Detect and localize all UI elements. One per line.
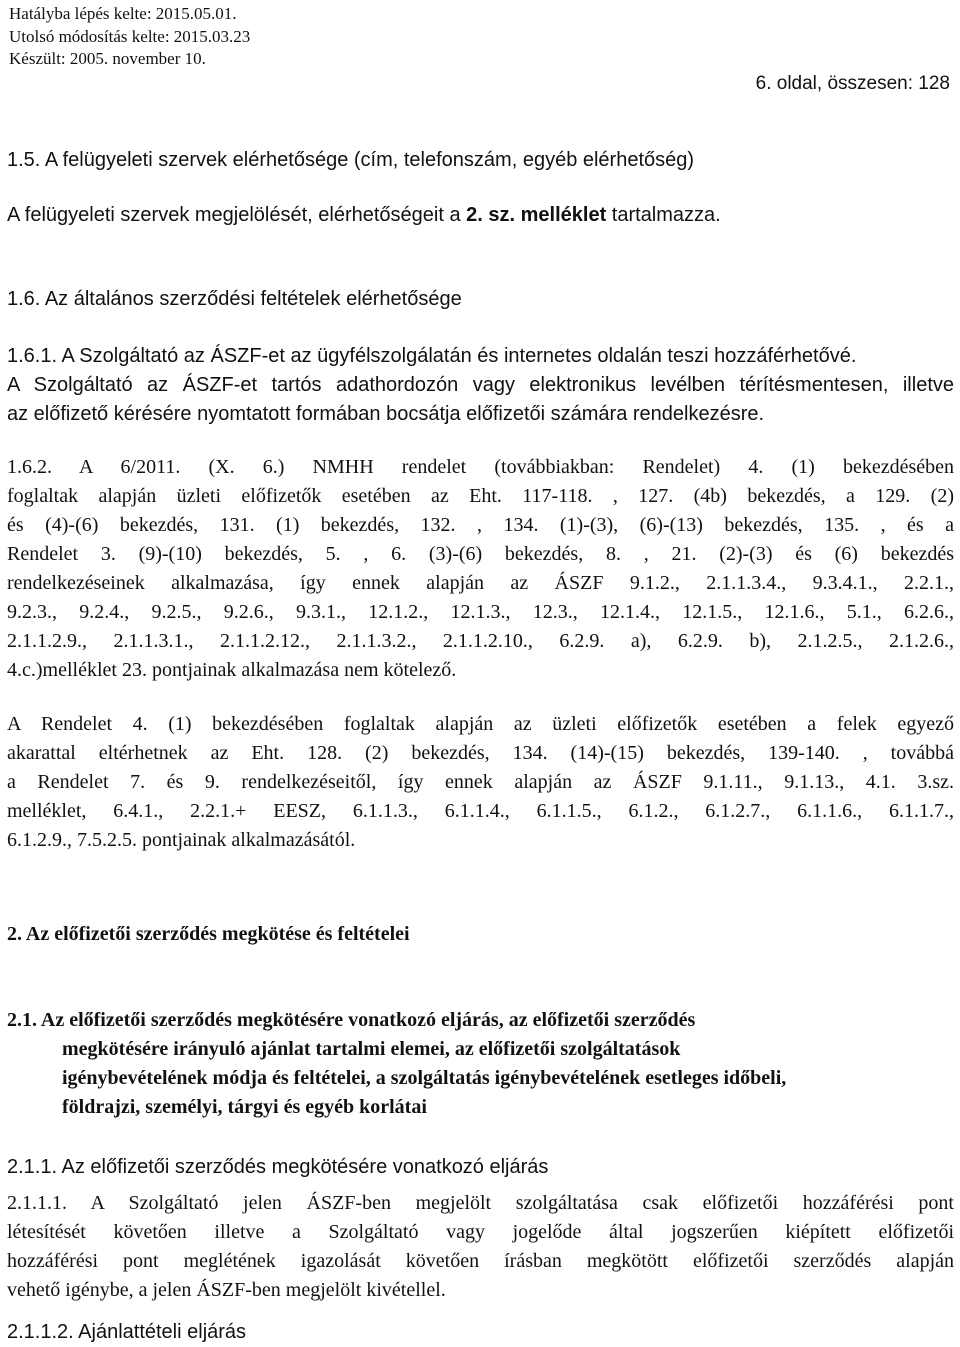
text-line: létesítését követően illetve a Szolgáltató vagy jogelőde által jogszerűen kiépített előfizetői [7, 1221, 954, 1243]
heading-line: igénybevételének módja és feltételei, a szolgáltatás igénybevételének esetleges időbeli, [62, 1067, 787, 1089]
text-line: vehető igénybe, a jelen ÁSZF-ben megjelölt kivétellel. [7, 1279, 446, 1301]
text-part: A felügyeleti szervek megjelölését, elérhetőségeit a [7, 204, 467, 226]
section-1-5-text [7, 201, 954, 230]
text-line: a Rendelet 7. és 9. rendelkezéseitől, így ennek alapján az ÁSZF 9.1.11., 9.1.13., 4.1. 3.sz. [7, 771, 954, 793]
header-created: Készült: 2005. november 10. [9, 49, 206, 68]
text-line: 2.1.1.1. A Szolgáltató jelen ÁSZF-ben megjelölt szolgáltatása csak előfizetői hozzáférési pont [7, 1192, 954, 1214]
section-2-heading [7, 920, 954, 949]
text-line: Rendelet 3. (9)-(10) bekezdés, 5. , 6. (3)-(6) bekezdés, 8. , 21. (2)-(3) és (6) bekezdés [7, 543, 954, 565]
text-line: hozzáférési pont meglétének igazolását követően írásban megkötött előfizetői szerződés alapján [7, 1250, 954, 1272]
text-line: A Rendelet 4. (1) bekezdésében foglaltak alapján az üzleti előfizetők esetében a felek egyező [7, 713, 954, 735]
heading-line: megkötésére irányuló ajánlat tartalmi elemei, az előfizetői szolgáltatások [62, 1038, 681, 1060]
text-line: A Szolgáltató az ÁSZF-et tartós adathordozón vagy elektronikus levélben térítésmentesen, illetve [7, 374, 954, 396]
text-line: akarattal eltérhetnek az Eht. 128. (2) bekezdés, 134. (14)-(15) bekezdés, 139-140. , továbbá [7, 742, 954, 764]
section-rendelet-4 [7, 710, 954, 855]
section-2-1-1: 2.1.1. Az előfizetői szerződés megkötésére vonatkozó eljárás [7, 1156, 549, 1178]
header-last-modified: Utolsó módosítás kelte: 2015.03.23 [9, 27, 251, 46]
heading-line: 2.1. Az előfizetői szerződés megkötésére vonatkozó eljárás, az előfizetői szerződés [7, 1009, 696, 1031]
text-line: 1.6.2. A 6/2011. (X. 6.) NMHH rendelet (továbbiakban: Rendelet) 4. (1) bekezdésében [7, 456, 954, 478]
text-line: 6.1.2.9., 7.5.2.5. pontjainak alkalmazásától. [7, 829, 356, 851]
section-2-1-1-1 [7, 1189, 954, 1305]
text-line: rendelkezéseinek alkalmazása, így ennek alapján az ÁSZF 9.1.2., 2.1.1.3.4., 9.3.4.1., 2.2.1., [7, 572, 954, 594]
annex-reference: 2. sz. melléklet [466, 204, 607, 226]
text-line: és (4)-(6) bekezdés, 131. (1) bekezdés, 132. , 134. (1)-(3), (6)-(13) bekezdés, 135. , és a [7, 514, 954, 536]
section-1-5-heading: 1.5. A felügyeleti szervek elérhetősége (cím, telefonszám, egyéb elérhetőség) [7, 149, 695, 171]
text-line: 4.c.)melléklet 23. pontjainak alkalmazása nem kötelező. [7, 659, 457, 681]
text-line: az előfizető kérésére nyomtatott formában bocsátja előfizetői számára rendelkezésre. [7, 403, 765, 425]
header-effective-date: Hatályba lépés kelte: 2015.05.01. [9, 4, 237, 23]
text-line: 9.2.3., 9.2.4., 9.2.5., 9.2.6., 9.3.1., 12.1.2., 12.1.3., 12.3., 12.1.4., 12.1.5., 12.1.6., 5.1., 6.2.6., [7, 601, 954, 623]
section-1-6-1-cont [7, 371, 954, 429]
text-part: tartalmazza. [606, 204, 721, 226]
text-line: foglaltak alapján üzleti előfizetők esetében az Eht. 117-118. , 127. (4b) bekezdés, a 129. (2) [7, 485, 954, 507]
section-1-6-1: 1.6.1. A Szolgáltató az ÁSZF-et az ügyfélszolgálatán és internetes oldalán teszi hozzáférhetővé. [7, 345, 857, 367]
section-2-1-heading [7, 1006, 954, 1122]
heading-line: földrajzi, személyi, tárgyi és egyéb korlátai [62, 1096, 427, 1118]
section-2-1-1-2: 2.1.1.2. Ajánlattételi eljárás [7, 1321, 247, 1343]
section-1-6-heading: 1.6. Az általános szerződési feltételek elérhetősége [7, 288, 462, 310]
page-number: 6. oldal, összesen: 128 [755, 73, 950, 94]
heading-text: 2. Az előfizetői szerződés megkötése és feltételei [7, 923, 410, 945]
section-1-6-2 [7, 453, 954, 685]
text-line: 2.1.1.2.9., 2.1.1.3.1., 2.1.1.2.12., 2.1.1.3.2., 2.1.1.2.10., 6.2.9. a), 6.2.9. b), 2.1.2.5., 2.1.2.6., [7, 630, 954, 652]
text-line: melléklet, 6.4.1., 2.2.1.+ EESZ, 6.1.1.3., 6.1.1.4., 6.1.1.5., 6.1.2., 6.1.2.7., 6.1.1.6., 6.1.1.7., [7, 800, 954, 822]
